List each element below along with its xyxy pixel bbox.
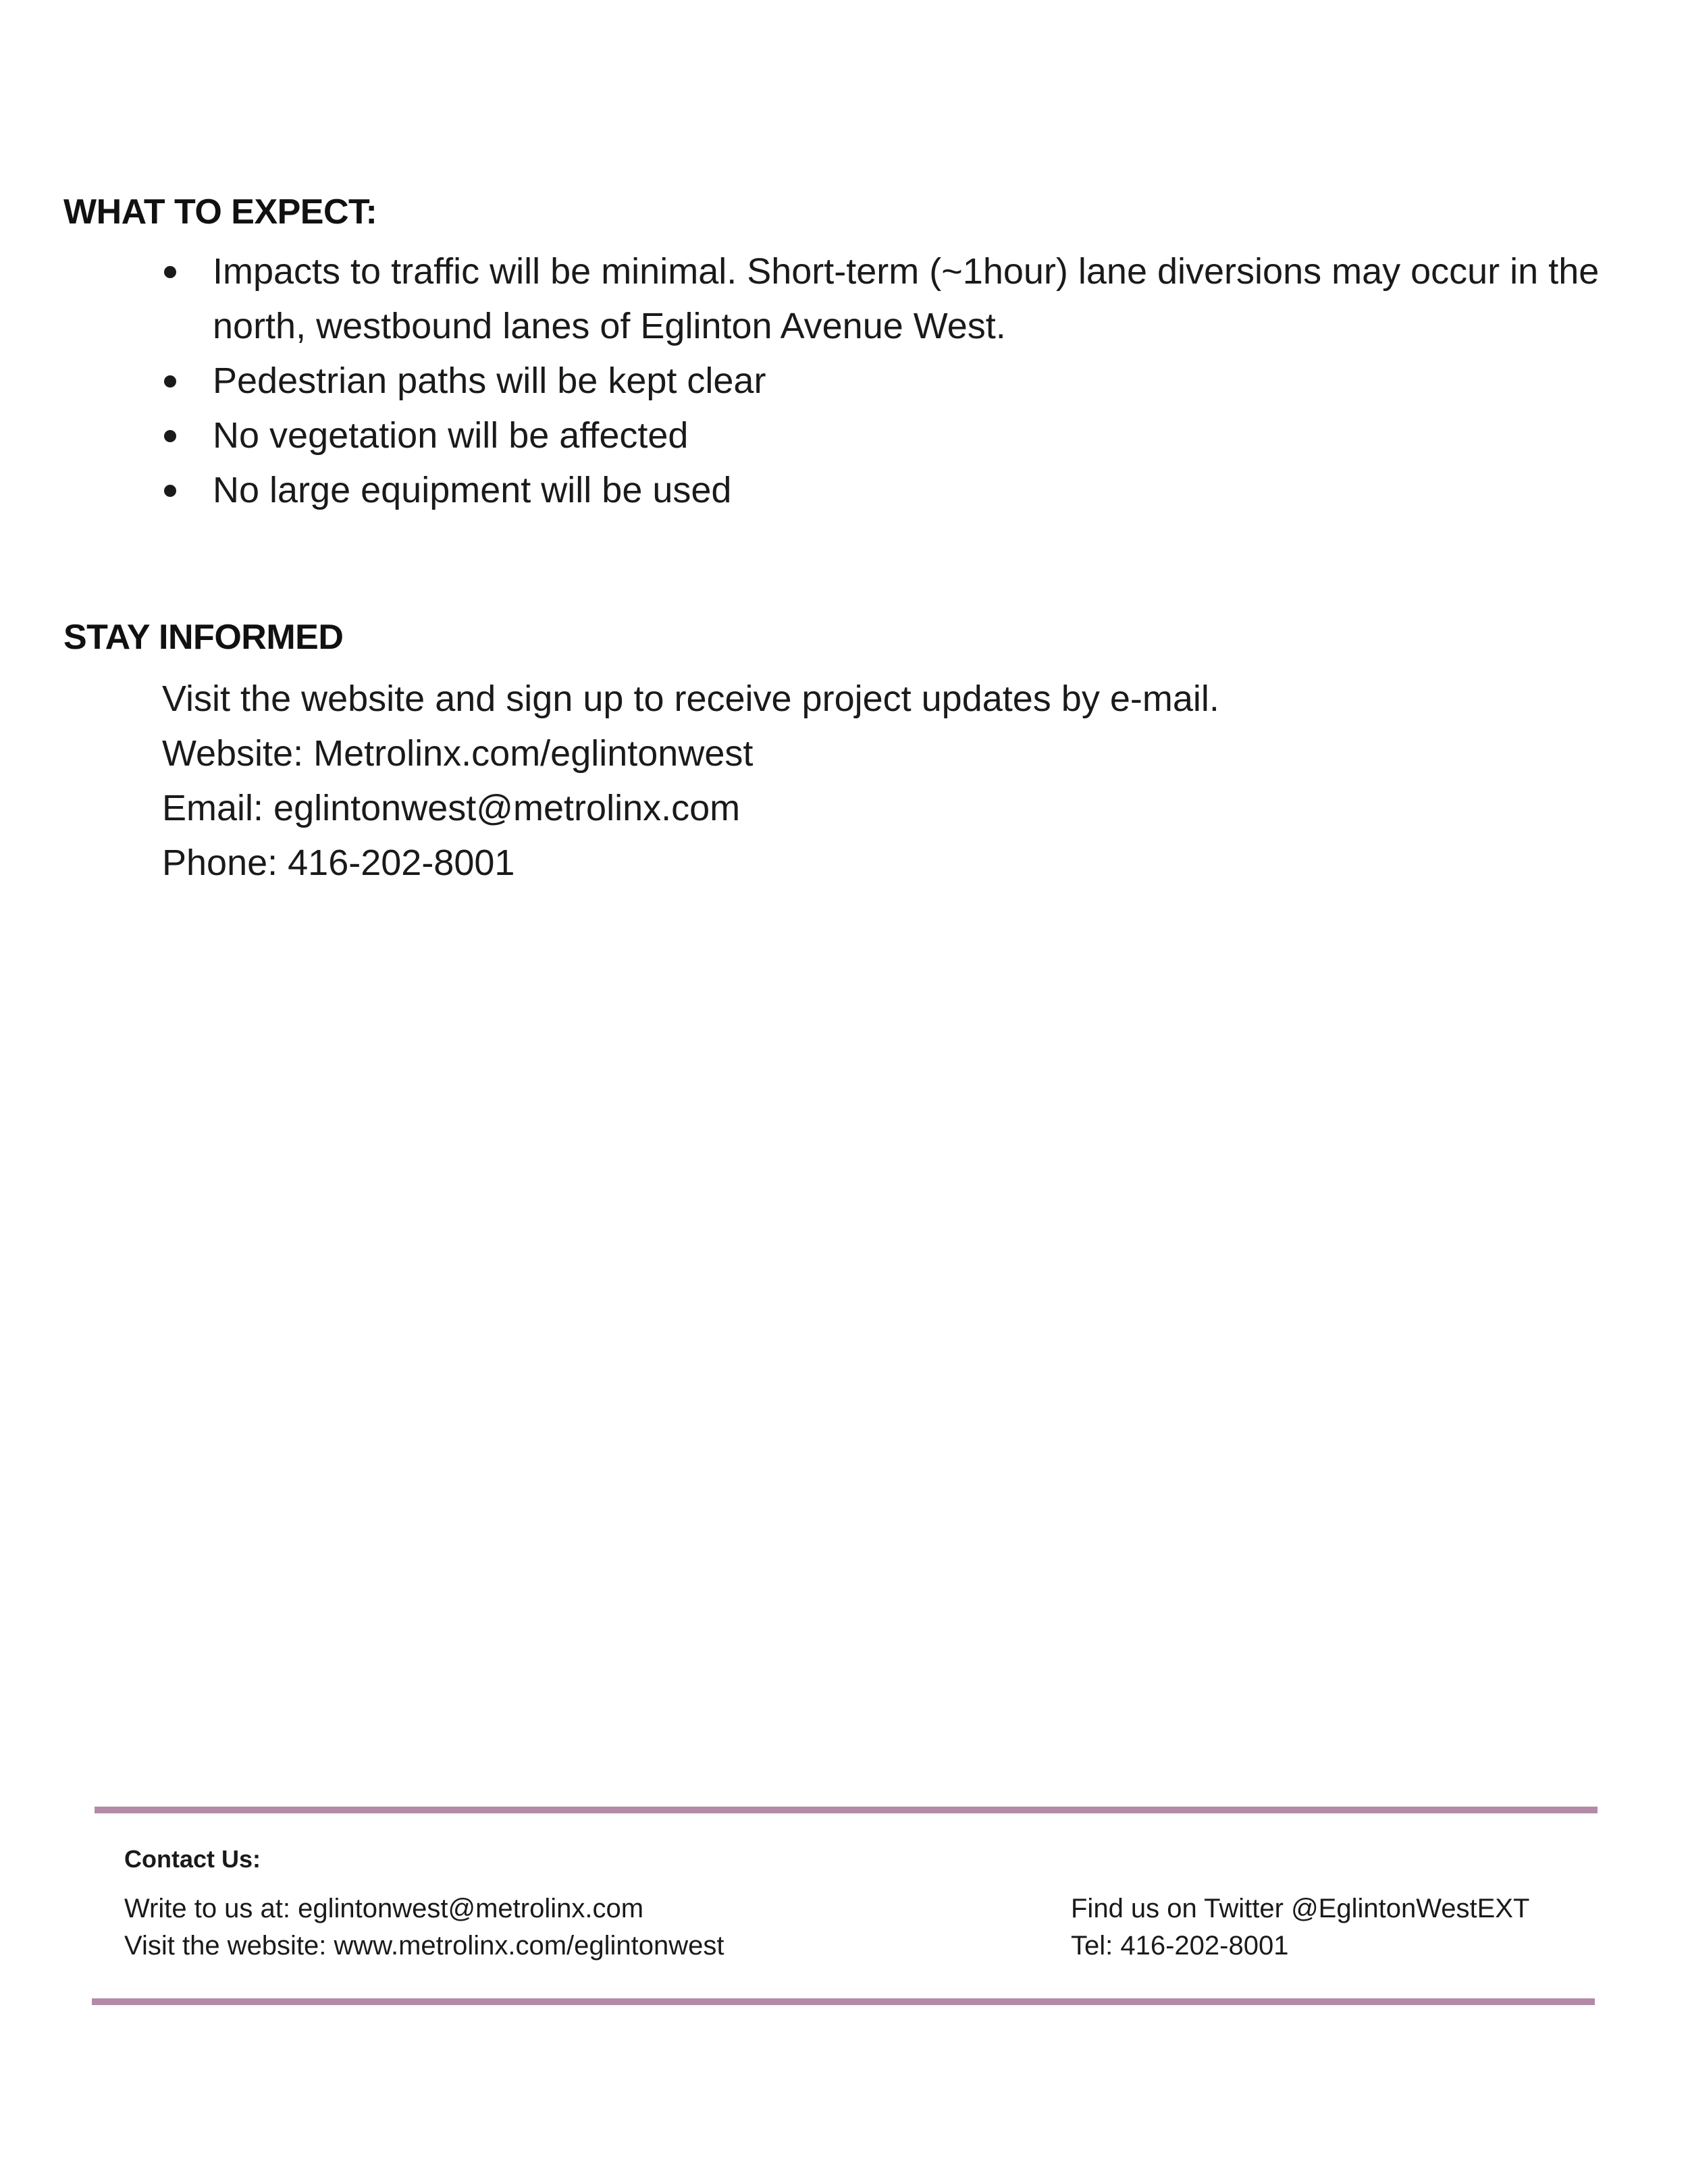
list-item [159,463,1631,518]
footer-email[interactable]: Write to us at: eglintonwest@metrolinx.com [124,1894,644,1923]
footer-phone: Tel: 416-202-8001 [1071,1931,1289,1961]
phone-number: Phone: 416-202-8001 [162,843,515,883]
bullet-icon [164,430,176,442]
website-link[interactable]: Website: Metrolinx.com/eglintonwest [162,733,754,774]
footer-twitter[interactable]: Find us on Twitter @EglintonWestEXT [1071,1894,1530,1923]
list-item [159,244,1631,354]
bullet-icon [164,266,176,278]
stay-informed-heading: STAY INFORMED [63,618,344,657]
what-to-expect-heading: WHAT TO EXPECT: [63,192,377,232]
footer-title: Contact Us: [124,1845,261,1873]
list-item-text: No large equipment will be used [213,470,732,510]
footer-divider-top [95,1807,1598,1813]
list-item [159,408,1631,463]
email-link[interactable]: Email: eglintonwest@metrolinx.com [162,788,741,828]
stay-informed-intro: Visit the website and sign up to receive project updates by e-mail. [162,678,1219,719]
list-item [159,354,1631,408]
bullet-icon [164,375,176,388]
stay-informed-block [162,672,1219,890]
footer-contact-right [1071,1890,1529,1965]
list-item-text: No vegetation will be affected [213,415,689,456]
footer-contact-left [124,1890,724,1965]
what-to-expect-list [159,244,1631,518]
footer-website[interactable]: Visit the website: www.metrolinx.com/eglintonwest [124,1931,724,1961]
list-item-text: Impacts to traffic will be minimal. Short-term (~1hour) lane diversions may occur in the north, westbound lanes of Eglinton Avenue West. [213,251,1600,346]
bullet-icon [164,485,176,497]
footer-divider-bottom [92,1998,1595,2005]
list-item-text: Pedestrian paths will be kept clear [213,361,766,401]
